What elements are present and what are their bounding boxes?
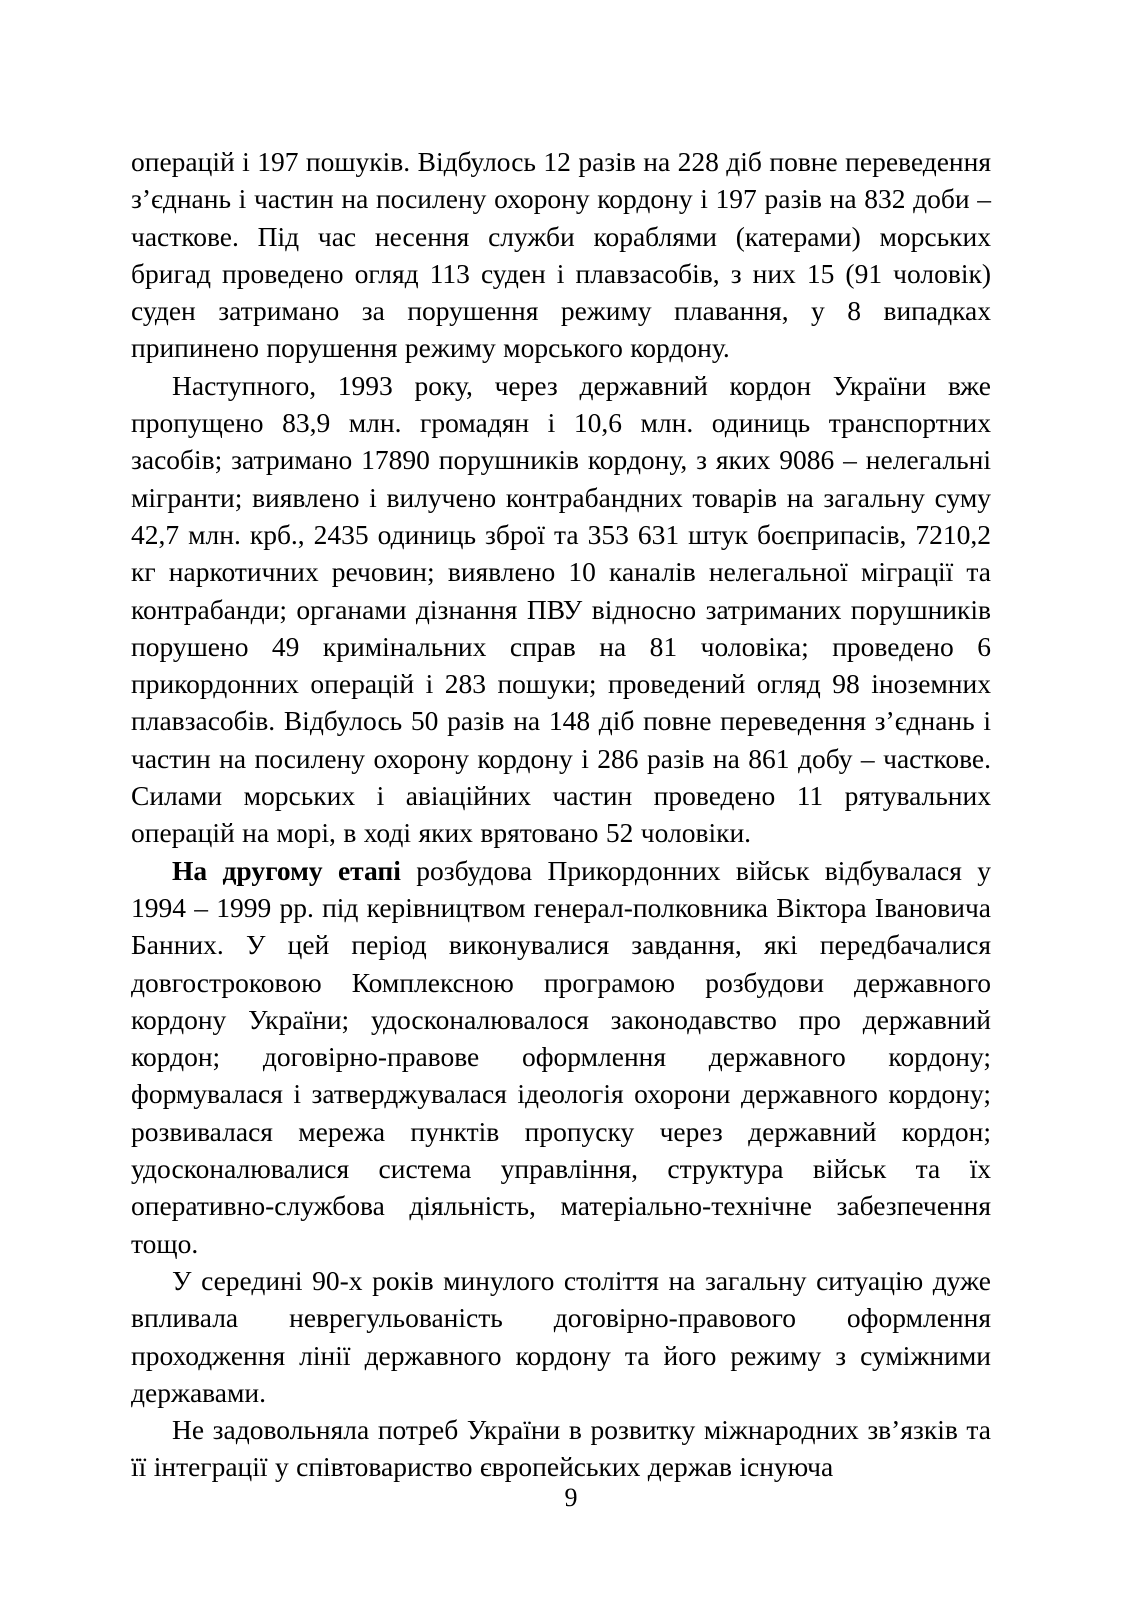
paragraph-integration [131,1411,991,1486]
paragraph-1993 [131,367,991,852]
paragraph-continued-1992 [131,143,991,367]
paragraph-text: Наступного, 1993 року, через державний кордон України вже пропущено 83,9 млн. громадян і 10,6 млн. одиниць транспортних засобів; затримано 17890 порушників кордону, з яких 9086 – нелегальні мігранти; виявлено і вилучено контрабандних товарів на загальну суму 42,7 млн. крб., 2435 одиниць зброї та 353 631 штук боєприпасів, 7210,2 кг наркотичних речовин; виявлено 10 каналів нелегальної міграції та контрабанди; органами дізнання ПВУ відносно затриманих порушників порушено 49 кримінальних справ на 81 чоловіка; проведено 6 прикордонних операцій і 283 пошуки; проведений огляд 98 іноземних плавзасобів. Відбулось 50 разів на 148 діб повне переведення з’єднань і частин на посилену охорону кордону і 286 разів на 861 добу – часткове. Силами морських і авіаційних частин проведено 11 рятувальних операцій на морі, в ході яких врятовано 52 чоловіки. [131,369,991,849]
paragraph-second-stage [131,852,991,1262]
paragraph-text: У середині 90-х років минулого століття на загальну ситуацію дуже впливала неврегульованість договірно-правового оформлення проходження лінії державного кордону та його режиму з суміжними державами. [131,1264,991,1408]
paragraph-bold-lead: На другому етапі [172,854,401,886]
paragraph-mid-90s [131,1262,991,1411]
page-text-column [131,143,991,1486]
paragraph-text: Не задовольняла потреб України в розвитку міжнародних зв’язків та її інтеграції у співтовариство європейських держав існуюча [131,1414,991,1483]
page-number: 9 [564,1483,578,1512]
paragraph-text: розбудова Прикордонних військ відбувалася у 1994 – 1999 рр. під керівництвом генерал-полковника Віктора Івановича Банних. У цей період виконувалися завдання, які передбачалися довгостроковою Комплексною програмою розбудови державного кордону України; удосконалювалося законодавство про державний кордон; договірно-правове оформлення державного кордону; формувалася і затверджувалася ідеологія охорони державного кордону; розвивалася мережа пунктів пропуску через державний кордон; удосконалювалися система управління, структура військ та їх оперативно-службова діяльність, матеріально-технічне забезпечення тощо. [131,854,991,1259]
paragraph-text: операцій і 197 пошуків. Відбулось 12 разів на 228 діб повне переведення з’єднань і частин на посилену охорону кордону і 197 разів на 832 доби – часткове. Під час несення служби кораблями (катерами) морських бригад проведено огляд 113 суден і плавзасобів, з них 15 (91 чоловік) суден затримано за порушення режиму плавання, у 8 випадках припинено порушення режиму морського кордону. [131,146,991,364]
